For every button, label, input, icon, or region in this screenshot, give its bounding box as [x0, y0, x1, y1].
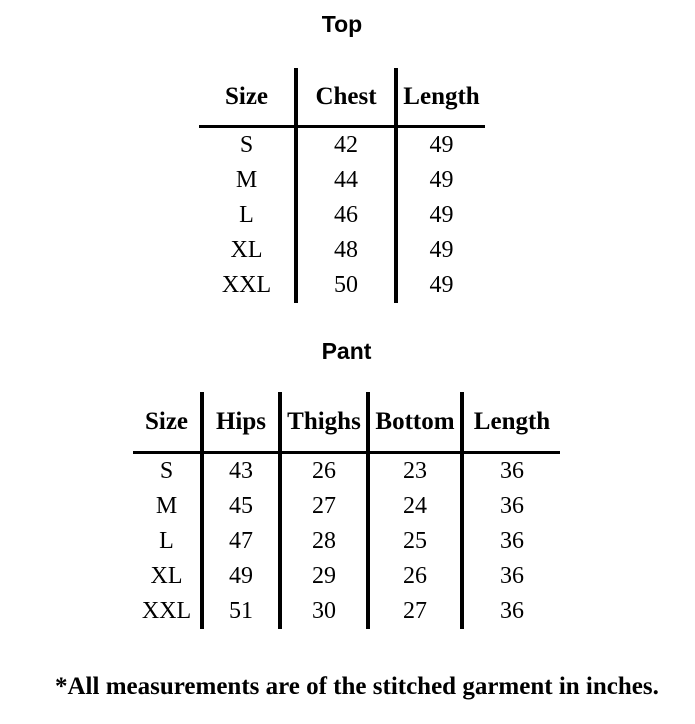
size-cell: XXL: [141, 598, 192, 624]
table-row: [199, 127, 485, 164]
value-cell: 49: [396, 163, 485, 198]
table-row: [133, 489, 560, 524]
value-cell: 47: [202, 524, 280, 559]
value-cell: 36: [462, 524, 560, 559]
value-cell: 27: [280, 489, 368, 524]
value-cell: 25: [368, 524, 462, 559]
value-cell: 29: [280, 559, 368, 594]
measurements-footnote: *All measurements are of the stitched garment in inches.: [55, 673, 659, 700]
column-header-length: Length: [396, 68, 485, 127]
size-cell: L: [239, 202, 254, 228]
top-header-row: [199, 68, 485, 127]
column-header-size: Size: [133, 392, 202, 453]
size-cell: M: [235, 167, 258, 193]
value-cell: 49: [396, 127, 485, 164]
value-cell: 48: [296, 233, 396, 268]
column-header-bottom: Bottom: [368, 392, 462, 453]
value-cell: 26: [368, 559, 462, 594]
value-cell: 43: [202, 453, 280, 490]
value-cell: 23: [368, 453, 462, 490]
table-row: [199, 198, 485, 233]
value-cell: 49: [396, 198, 485, 233]
size-cell: M: [155, 493, 178, 519]
table-row: [199, 233, 485, 268]
size-cell: XXL: [221, 272, 272, 298]
value-cell: 36: [462, 559, 560, 594]
size-cell: L: [159, 528, 174, 554]
table-row: [133, 559, 560, 594]
value-cell: 50: [296, 268, 396, 303]
value-cell: 44: [296, 163, 396, 198]
size-cell: XL: [150, 563, 183, 589]
size-cell: S: [159, 458, 174, 484]
column-header-length: Length: [462, 392, 560, 453]
value-cell: 36: [462, 594, 560, 629]
value-cell: 36: [462, 489, 560, 524]
value-cell: 30: [280, 594, 368, 629]
value-cell: 27: [368, 594, 462, 629]
column-header-size: Size: [199, 68, 296, 127]
column-header-chest: Chest: [296, 68, 396, 127]
value-cell: 46: [296, 198, 396, 233]
pant-size-table: [133, 392, 560, 629]
pant-header-row: [133, 392, 560, 453]
value-cell: 24: [368, 489, 462, 524]
column-header-hips: Hips: [202, 392, 280, 453]
value-cell: 42: [296, 127, 396, 164]
value-cell: 45: [202, 489, 280, 524]
column-header-thighs: Thighs: [280, 392, 368, 453]
table-row: [199, 268, 485, 303]
top-table-title: Top: [321, 11, 363, 37]
table-row: [133, 453, 560, 490]
size-cell: S: [239, 132, 254, 158]
value-cell: 49: [396, 233, 485, 268]
pant-table-title: Pant: [321, 338, 372, 364]
value-cell: 51: [202, 594, 280, 629]
value-cell: 49: [202, 559, 280, 594]
value-cell: 28: [280, 524, 368, 559]
table-row: [133, 524, 560, 559]
value-cell: 26: [280, 453, 368, 490]
table-row: [133, 594, 560, 629]
size-cell: XL: [230, 237, 263, 263]
value-cell: 36: [462, 453, 560, 490]
top-size-table: [199, 68, 485, 303]
table-row: [199, 163, 485, 198]
value-cell: 49: [396, 268, 485, 303]
